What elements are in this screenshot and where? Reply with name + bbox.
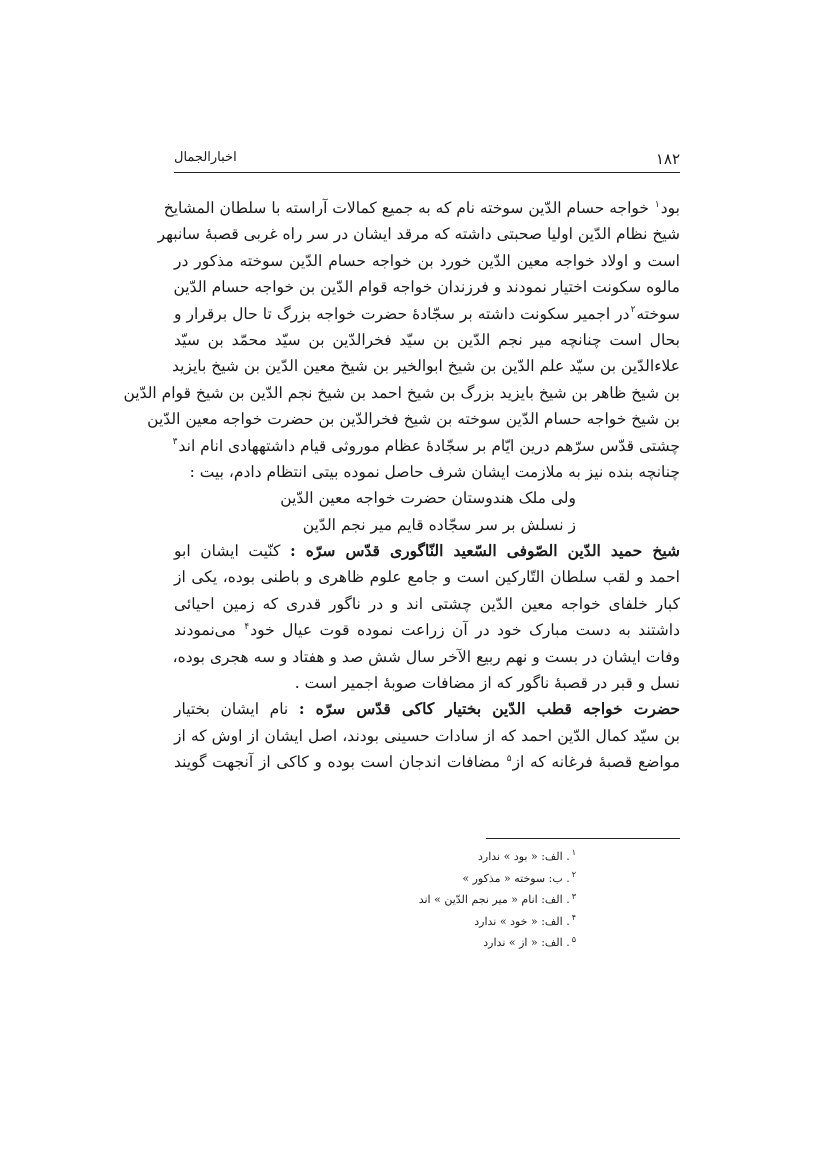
footnote-number: ۵: [571, 934, 576, 944]
section-heading: حضرت خواجه قطب الدّین بختیار کاکی قدّس سرّه :: [298, 699, 680, 719]
footnote-item: [256, 911, 576, 933]
footnotes: [256, 846, 680, 954]
footnote-text: . الف: « از » ندارد: [483, 936, 570, 950]
footnote-item: [256, 846, 576, 868]
text-line: [163, 195, 680, 221]
page-number: ۱۸۲: [655, 150, 680, 168]
line-text: احمد و لقب سلطان التّارکین است و جامع علوم ظاهری و باطنی بوده، یکی از: [174, 568, 680, 587]
line-text: نسل و قبر در قصبهٔ ناگور که از مضافات صوبهٔ اجمیر است .: [294, 674, 680, 693]
text-line: [157, 221, 680, 247]
line-text: شیخ نظام الدّین اولیا صحبتی داشته که مرقد ایشان در سر راه غربی قصبهٔ سانبهر: [157, 225, 680, 244]
line-text-continued: خواجه حسام الدّین سوخته نام که به جمیع کمالات آراسته با سلطان المشایخ: [163, 199, 654, 217]
text-line: [174, 644, 680, 670]
footnote-text: . الف: « خود » ندارد: [474, 914, 570, 928]
footnote-marker: ۲: [630, 305, 636, 316]
footnote-number: ۲: [571, 869, 576, 879]
section-heading-line: [174, 696, 680, 722]
line-text: بن شیخ ظاهر بن شیخ بایزید بزرگ بن شیخ احمد بن شیخ نجم الدّین بن شیخ قوام الدّین: [123, 383, 680, 402]
text-line: [174, 248, 680, 274]
line-text: وفات ایشان در بست و نهم ربیع الآخر سال شش صد و هفتاد و سه هجری بوده،: [172, 647, 680, 666]
line-text: بحال است چنانچه میر نجم الدّین بن سیّد فخرالدّین بن سیّد محمّد بن سیّد: [174, 330, 680, 349]
text-line: [174, 433, 680, 459]
verse-block: [174, 485, 680, 538]
footnote-number: ۳: [571, 891, 576, 901]
book-title: اخبارالجمال: [174, 150, 237, 165]
footnote-marker: ۱: [654, 199, 660, 210]
line-text-continued: مضافات اندجان است بوده و کاکی از آنجهت گویند: [174, 753, 506, 772]
line-text: چشتی قدّس سرّهم درین ایّام بر سجّادهٔ عظام موروثی قیام داشتههادی انام اند: [178, 436, 680, 455]
main-text: [123, 195, 681, 776]
footnote-item: [256, 932, 576, 954]
text-line: [174, 327, 680, 353]
text-line: [174, 591, 680, 617]
text-line: [174, 459, 680, 485]
line-text-continued: نام ایشان بختیار: [174, 700, 299, 719]
line-text: چنانچه بنده نیز به ملازمت ایشان شرف حاصل نموده بیتی انتظام دادم، بیت :: [189, 462, 680, 481]
line-text: داشتند به دست مبارک خود در آن زراعت نموده قوت عیال خود: [250, 621, 680, 640]
verse-line: ولی ملک هندوستان حضرت خواجه معین الدّین: [280, 489, 576, 508]
footnote-separator: [486, 838, 680, 839]
text-line: [123, 380, 680, 406]
footnote-marker: ۴: [244, 622, 250, 633]
footnote-marker: ۵: [506, 754, 512, 765]
line-text: است و اولاد خواجه معین الدّین خورد بن خواجه حسام الدّین سوخته مذکور در: [174, 251, 680, 270]
line-text-continued: می‌نمودند: [174, 621, 244, 640]
line-text: مالوه سکونت اختیار نمودند و فرزندان خواجه قوام الدّین بن خواجه حسام الدّین: [173, 278, 680, 297]
section-qutb-al-din: [174, 696, 680, 775]
line-text: مواضع قصبهٔ فرغانه که از: [512, 753, 681, 772]
text-line: [174, 301, 680, 327]
footnote-text: . ب: سوخته « مذکور »: [462, 871, 570, 885]
text-line: [174, 617, 680, 643]
footnote-text: . الف: انام « میر نجم الدّین » اند: [418, 893, 570, 907]
line-text: بن شیخ خواجه حسام الدّین سوخته بن شیخ فخرالدّین بن حضرت خواجه معین الدّین: [147, 410, 680, 429]
line-text: علاءالدّین بن سیّد علم الدّین بن شیخ ابوالخیر بن شیخ معین الدّین بن شیخ بایزید: [171, 357, 680, 376]
line-text-continued: کنّیت ایشان ابو: [174, 542, 290, 561]
paragraph-lineage: [123, 195, 680, 485]
book-page: [123, 0, 681, 1169]
text-line: [174, 749, 680, 775]
footnote-item: [256, 868, 576, 890]
text-line: [174, 564, 680, 590]
running-header: [174, 150, 680, 173]
line-text: کبار خلفای خواجه معین الدّین چشتی اند و در ناگور قدری که زمین احیائی: [174, 594, 680, 613]
text-line: [174, 723, 680, 749]
line-text: سوخته: [636, 304, 680, 323]
footnote-marker: ۳: [172, 437, 178, 448]
line-text: بن سیّد کمال الدّین احمد که از سادات حسینی بودند، اصل ایشان از اوش که از: [174, 726, 680, 745]
line-text: بود: [660, 199, 680, 217]
text-line: [174, 670, 680, 696]
text-line: [147, 406, 680, 432]
verse-line: ز نسلش بر سر سجّاده قایم میر نجم الدّین: [302, 515, 576, 534]
section-hamid-al-din: [174, 538, 680, 696]
line-text-continued: در اجمیر سکونت داشته بر سجّادهٔ حضرت خواجه بزرگ تا حال برقرار و: [174, 304, 630, 323]
footnote-number: ۱: [571, 848, 576, 858]
section-heading-line: [174, 538, 680, 564]
text-line: [174, 274, 680, 300]
footnote-number: ۴: [571, 913, 576, 923]
footnote-text: . الف: « بود » ندارد: [478, 850, 570, 863]
section-heading: شیخ حمید الدّین الصّوفی السّعید النّاگوری قدّس سرّه :: [289, 541, 680, 561]
text-line: [171, 353, 680, 379]
footnote-item: [256, 889, 576, 911]
